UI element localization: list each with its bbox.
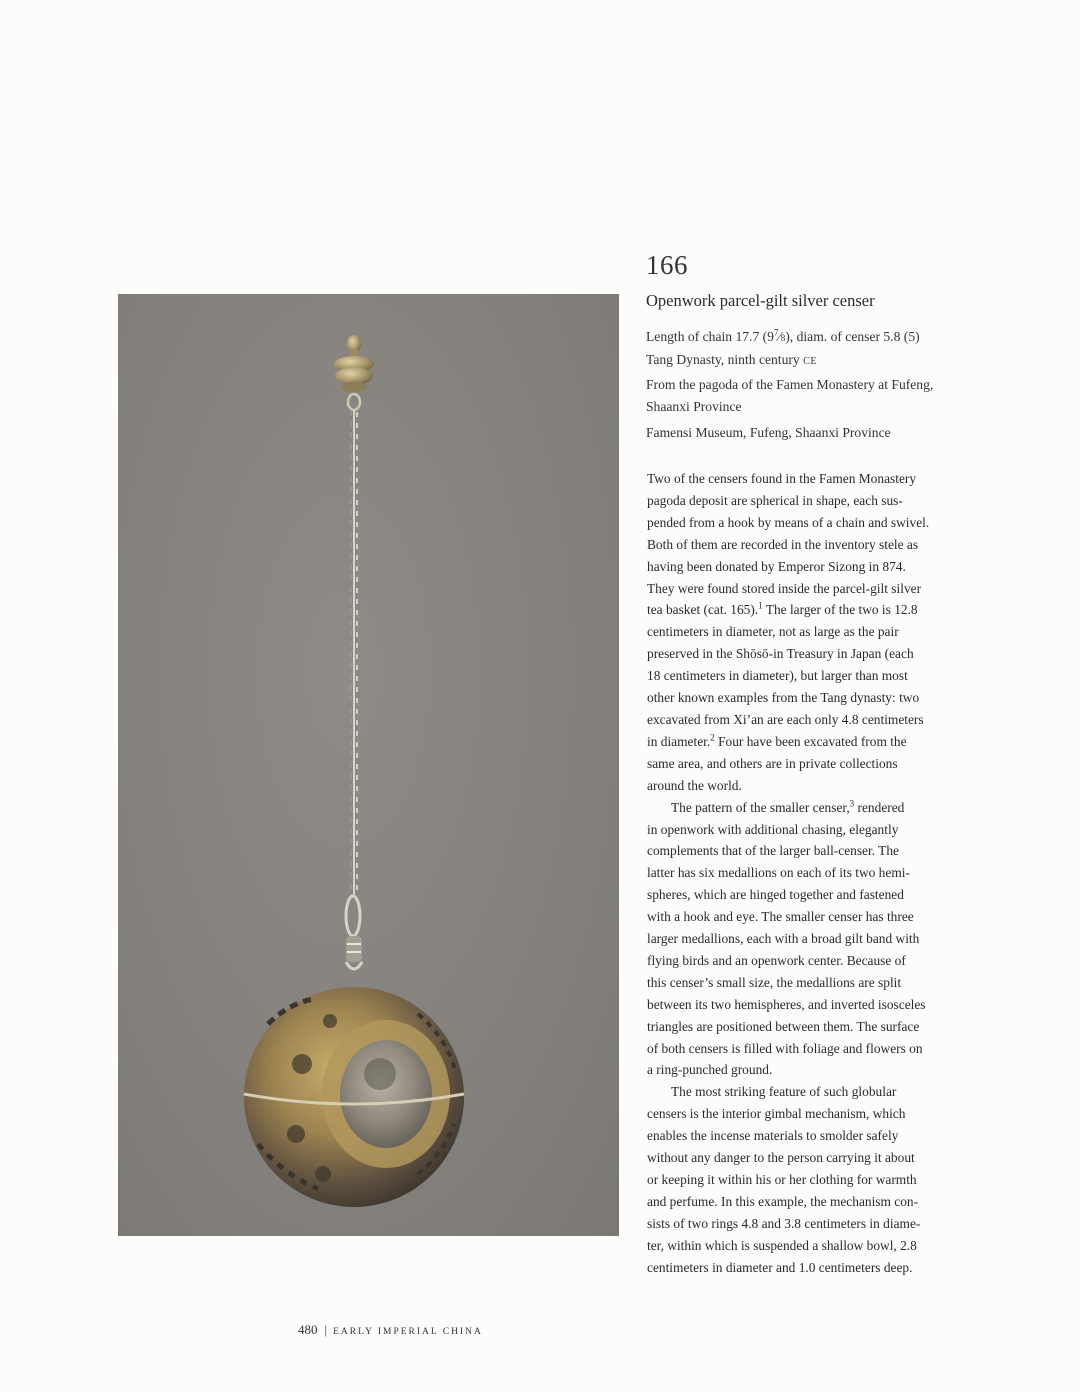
fraction-numerator: 7 (773, 327, 779, 338)
entry-title: Openwork parcel-gilt silver censer (646, 291, 875, 310)
footnote-ref-3: 3 (849, 798, 855, 809)
body-line: excavated from Xi’an are each only 4.8 centimeters (647, 711, 924, 727)
provenance-line-1: From the pagoda of the Famen Monastery at Fufeng, (646, 376, 934, 392)
body-line: in openwork with additional chasing, elegantly (647, 821, 899, 837)
body-line: preserved in the Shōsō-in Treasury in Japan (each (647, 646, 914, 662)
body-line: spheres, which are hinged together and fastened (647, 887, 904, 903)
catalogue-essay (647, 468, 982, 1279)
body-text: The larger of the two is 12.8 (762, 602, 918, 618)
body-line: of both censers is filled with foliage and flowers on (647, 1040, 923, 1056)
entry-number: 166 (646, 250, 688, 280)
body-line: ter, within which is suspended a shallow bowl, 2.8 (647, 1237, 917, 1253)
date-line (646, 349, 986, 373)
body-line: without any danger to the person carrying it about (647, 1150, 915, 1166)
body-line (647, 797, 982, 819)
body-line: having been donated by Emperor Sizong in 874. (647, 558, 906, 574)
body-line: censers is the interior gimbal mechanism, which (647, 1106, 906, 1122)
body-line: with a hook and eye. The smaller censer has three (647, 909, 914, 925)
body-line: Two of the censers found in the Famen Monastery (647, 471, 917, 486)
body-line: The most striking feature of such globular (671, 1084, 897, 1100)
body-line: latter has six medallions on each of its two hemi- (647, 865, 910, 881)
body-line: pagoda deposit are spherical in shape, each sus- (647, 492, 903, 508)
body-line: centimeters in diameter and 1.0 centimeters deep. (647, 1259, 913, 1275)
fraction-slash: ⁄ (778, 329, 781, 344)
body-line: around the world. (647, 777, 742, 793)
body-line: and perfume. In this example, the mechanism con- (647, 1193, 919, 1209)
body-text: rendered (854, 799, 905, 815)
body-line: centimeters in diameter, not as large as the pair (647, 624, 899, 640)
body-line: sists of two rings 4.8 and 3.8 centimeters in diame- (647, 1215, 921, 1231)
body-text: in diameter. (647, 733, 711, 749)
body-line (647, 599, 982, 621)
censer-finial (334, 335, 374, 410)
body-line: enables the incense materials to smolder safely (647, 1128, 899, 1144)
body-line (647, 731, 982, 753)
date-era: CE (803, 356, 818, 368)
body-text: The pattern of the smaller censer, (671, 799, 850, 815)
body-line: or keeping it within his or her clothing for warmth (647, 1172, 917, 1187)
body-line: same area, and others are in private collections (647, 755, 898, 771)
date-text: Tang Dynasty, ninth century (646, 352, 804, 368)
collection-location: Famensi Museum, Fufeng, Shaanxi Province (646, 425, 891, 440)
censer-illustration (118, 294, 619, 1236)
dimensions-line (646, 326, 986, 349)
body-text: Four have been excavated from the (714, 733, 907, 749)
dimensions-text: Length of chain 17.7 (9 (646, 329, 774, 344)
censer-chain (351, 410, 357, 896)
body-line: a ring-punched ground. (647, 1062, 773, 1078)
body-line: flying birds and an openwork center. Because of (647, 952, 906, 968)
page-number: 480 (298, 1322, 318, 1337)
running-head: EARLY IMPERIAL CHINA (333, 1327, 483, 1337)
object-metadata (646, 326, 986, 418)
footer-separator: | (324, 1322, 328, 1337)
censer-swivel (346, 896, 362, 969)
body-line: complements that of the larger ball-censer. The (647, 843, 899, 859)
footnote-ref-1: 1 (758, 600, 763, 611)
body-line: They were found stored inside the parcel-gilt silver (647, 580, 922, 596)
body-line: Both of them are recorded in the inventory stele as (647, 536, 919, 552)
body-line: triangles are positioned between them. The surface (647, 1018, 920, 1034)
body-line: other known examples from the Tang dynasty: two (647, 690, 920, 706)
censer-ball (244, 987, 464, 1207)
body-line: pended from a hook by means of a chain and swivel. (647, 514, 930, 530)
footnote-ref-2: 2 (710, 732, 715, 743)
fraction-denominator: 8 (780, 333, 786, 343)
body-line: larger medallions, each with a broad gilt band with (647, 931, 920, 947)
body-text: tea basket (cat. 165). (647, 602, 759, 618)
body-line: 18 centimeters in diameter), but larger than most (647, 668, 908, 684)
censer-photograph (118, 294, 619, 1236)
page-footer (298, 1322, 483, 1338)
body-line: this censer’s small size, the medallions are split (647, 974, 902, 990)
provenance-line-2: Shaanxi Province (646, 398, 742, 414)
dimensions-text-end: ), diam. of censer 5.8 (5) (785, 329, 920, 344)
body-line: between its two hemispheres, and inverted isosceles (647, 996, 926, 1012)
